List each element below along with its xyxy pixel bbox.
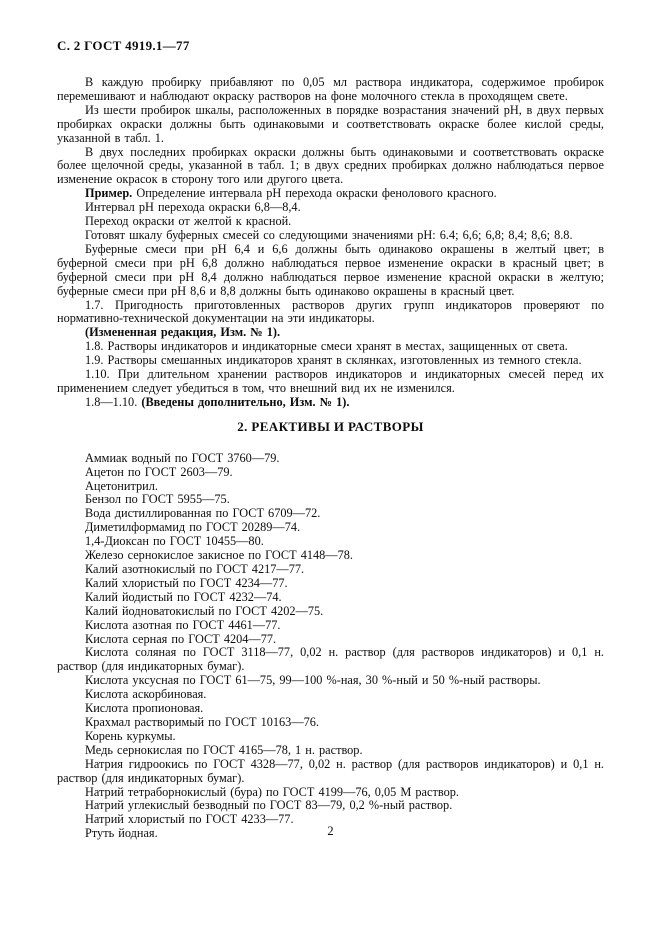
reagent-item: Железо сернокислое закисное по ГОСТ 4148—78.	[85, 548, 353, 563]
reagent-item: Кислота пропионовая.	[85, 701, 204, 716]
section-1-paragraphs	[57, 76, 604, 410]
reagent-item: Кислота аскорбиновая.	[85, 687, 207, 702]
reagent-item: Калий хлористый по ГОСТ 4234—77.	[85, 575, 288, 590]
reagent-item: Калий азотнокислый по ГОСТ 4217—77.	[85, 562, 305, 576]
reagent-item: Кислота серная по ГОСТ 4204—77.	[85, 631, 277, 646]
reagent-item: Крахмал растворимый по ГОСТ 10163—76.	[85, 714, 320, 729]
section-2-heading: 2. РЕАКТИВЫ И РАСТВОРЫ	[237, 418, 424, 434]
reagent-item: Натрий тетраборнокислый (бура) по ГОСТ 4199—76, 0,05 М раствор.	[85, 784, 459, 799]
running-header: С. 2 ГОСТ 4919.1—77	[57, 38, 190, 53]
reagent-item: Кислота соляная по ГОСТ 3118—77, 0,02 н. раствор (для растворов индикаторов) и 0,1 н. раствор (для индикаторных бумаг).	[57, 645, 604, 674]
reagent-item: Аммиак водный по ГОСТ 3760—79.	[85, 450, 280, 465]
paragraph	[57, 146, 604, 188]
reagent-item: Медь сернокислая по ГОСТ 4165—78, 1 н. раствор.	[85, 742, 363, 757]
reagent-item: Натрия гидроокись по ГОСТ 4328—77, 0,02 н. раствор (для растворов индикаторов) и 0,1 н. раствор (для индикаторных бумаг).	[57, 756, 604, 785]
text-run: Готовят шкалу буферных смесей со следующими значениями pH: 6.4; 6,6; 6,8; 8,4; 8,6; 8.8.	[85, 227, 573, 242]
reagent-item: Диметилформамид по ГОСТ 20289—74.	[85, 520, 301, 535]
reagent-item: Кислота азотная по ГОСТ 4461—77.	[85, 617, 281, 632]
text-run: 1.8. Растворы индикаторов и индикаторные смеси хранят в местах, защищенных от света.	[85, 339, 568, 354]
reagent-item: Бензол по ГОСТ 5955—75.	[85, 492, 230, 507]
bold-text-run: (Измененная редакция, Изм. № 1).	[85, 325, 281, 340]
reagent-item: Корень куркумы.	[85, 728, 176, 743]
reagent-item: Натрий углекислый безводный по ГОСТ 83—79, 0,2 %-ный раствор.	[85, 798, 453, 813]
text-run: 1.9. Растворы смешанных индикаторов хранят в склянках, изготовленных из темного стекла.	[85, 353, 582, 368]
reagent-item: Вода дистиллированная по ГОСТ 6709—72.	[85, 506, 321, 521]
document-content	[57, 76, 604, 841]
paragraph	[57, 326, 604, 340]
text-run: Определение интервала pH перехода окраски фенолового красного.	[132, 186, 497, 201]
bold-text-run: (Введены дополнительно, Изм. № 1).	[141, 394, 350, 409]
paragraph	[57, 243, 604, 299]
paragraph	[57, 76, 604, 104]
paragraph	[57, 104, 604, 146]
paragraph	[57, 368, 604, 396]
paragraph	[57, 229, 604, 243]
paragraph	[57, 396, 604, 410]
text-run: 1.7. Пригодность приготовленных растворов других групп индикаторов проверяют по нормативно-технической документации на эти индикаторы.	[57, 297, 604, 326]
paragraph	[57, 354, 604, 368]
text-run: Из шести пробирок шкалы, расположенных в порядке возрастания значений pH, в двух первых пробирках окраски должны быть одинаковыми и соответствовать окраске более кислой среды, указанной в табл. 1.	[57, 102, 604, 145]
reagents-list	[57, 452, 604, 841]
text-run: 1.8—1.10.	[85, 394, 142, 409]
text-run: 1.10. При длительном хранении растворов индикаторов и индикаторных смесей перед их применением следует убедиться в том, что внешний вид их не изменился.	[57, 367, 604, 395]
paragraph	[57, 187, 604, 201]
paragraph	[57, 340, 604, 354]
reagent-item: Ацетон по ГОСТ 2603—79.	[85, 464, 233, 479]
bold-text-run: Пример.	[85, 186, 133, 201]
reagent-item: 1,4-Диоксан по ГОСТ 10455—80.	[85, 534, 264, 549]
text-run: Переход окраски от желтой к красной.	[85, 214, 292, 229]
reagent-item: Калий йодистый по ГОСТ 4232—74.	[85, 589, 282, 604]
reagent-item: Ацетонитрил.	[85, 478, 158, 493]
text-run: Буферные смеси при pH 6,4 и 6,6 должны быть одинаково окрашены в желтый цвет; в буферной смеси при pH 6,8 должно наблюдаться первое изменение окраски в красный цвет; в буферной смеси при pH 8,4 должно наблюдаться первое изменение красной окраски в желтую; буферные смеси при pH 8,6 и 8,8 должны быть одинаково окрашены в красный цвет.	[57, 241, 604, 298]
page-number: 2	[327, 824, 334, 838]
paragraph	[57, 215, 604, 229]
reagent-item: Натрий хлористый по ГОСТ 4233—77.	[85, 812, 294, 827]
paragraph	[57, 201, 604, 215]
text-run: В каждую пробирку прибавляют по 0,05 мл раствора индикатора, содержимое пробирок перемешивают и наблюдают окраску растворов на фоне молочного стекла в проходящем свете.	[57, 75, 604, 103]
reagent-item: Ртуть йодная.	[85, 826, 158, 841]
reagent-item: Калий йодноватокислый по ГОСТ 4202—75.	[85, 603, 324, 618]
reagent-item: Кислота уксусная по ГОСТ 61—75, 99—100 %-ная, 30 %-ный и 50 %-ный растворы.	[85, 673, 541, 688]
text-run: Интервал pH перехода окраски 6,8—8,4.	[85, 200, 301, 215]
paragraph	[57, 299, 604, 327]
text-run: В двух последних пробирках окраски должны быть одинаковыми и соответствовать окраске более щелочной среды, указанной в табл. 1; в двух средних пробирках должно наблюдаться первое изменение окрасок в сторону того или другого цвета.	[57, 144, 604, 187]
